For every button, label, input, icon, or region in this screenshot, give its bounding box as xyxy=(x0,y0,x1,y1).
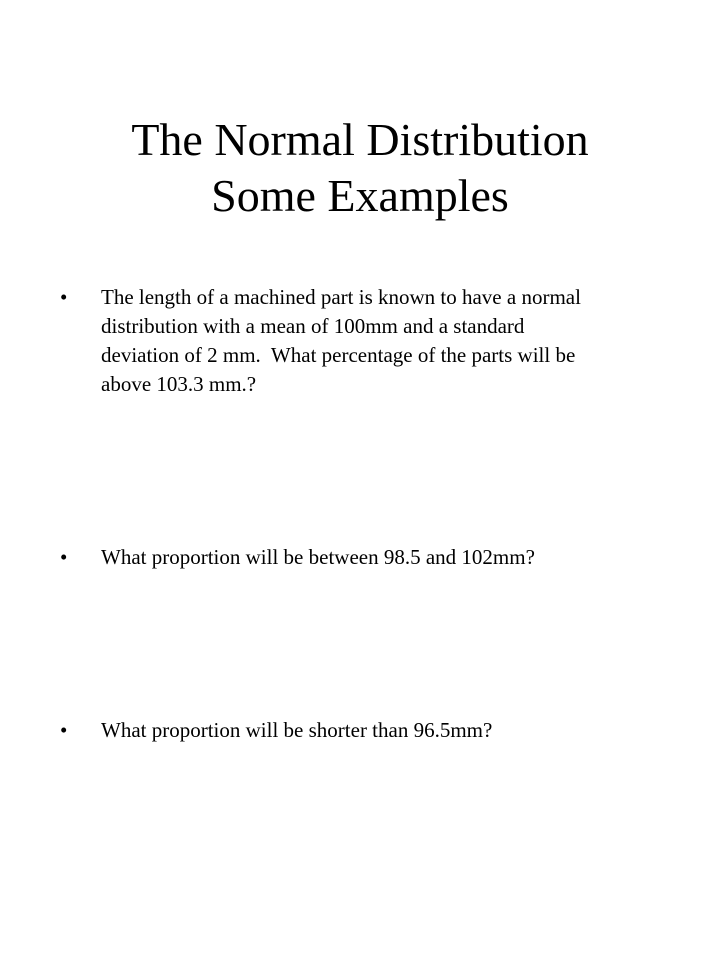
bullet-marker: • xyxy=(60,718,68,742)
bullet-item-2 xyxy=(60,543,660,573)
title-line-2: Some Examples xyxy=(211,170,509,221)
bullet-1-line-2: distribution with a mean of 100mm and a standard xyxy=(101,314,525,338)
bullet-marker: • xyxy=(60,285,68,309)
bullet-text-1 xyxy=(101,283,661,399)
bullet-text-2: What proportion will be between 98.5 and 102mm? xyxy=(101,545,535,569)
title-line-1: The Normal Distribution xyxy=(131,114,589,165)
slide-title xyxy=(0,112,720,224)
bullet-marker: • xyxy=(60,545,68,569)
bullet-item-1 xyxy=(60,283,660,403)
bullet-1-line-4: above 103.3 mm.? xyxy=(101,372,257,396)
bullet-1-line-3: deviation of 2 mm. What percentage of the parts will be xyxy=(101,343,576,367)
bullet-1-line-1: The length of a machined part is known to have a normal xyxy=(101,285,581,309)
bullet-item-3 xyxy=(60,716,660,746)
bullet-text-3: What proportion will be shorter than 96.5mm? xyxy=(101,718,493,742)
